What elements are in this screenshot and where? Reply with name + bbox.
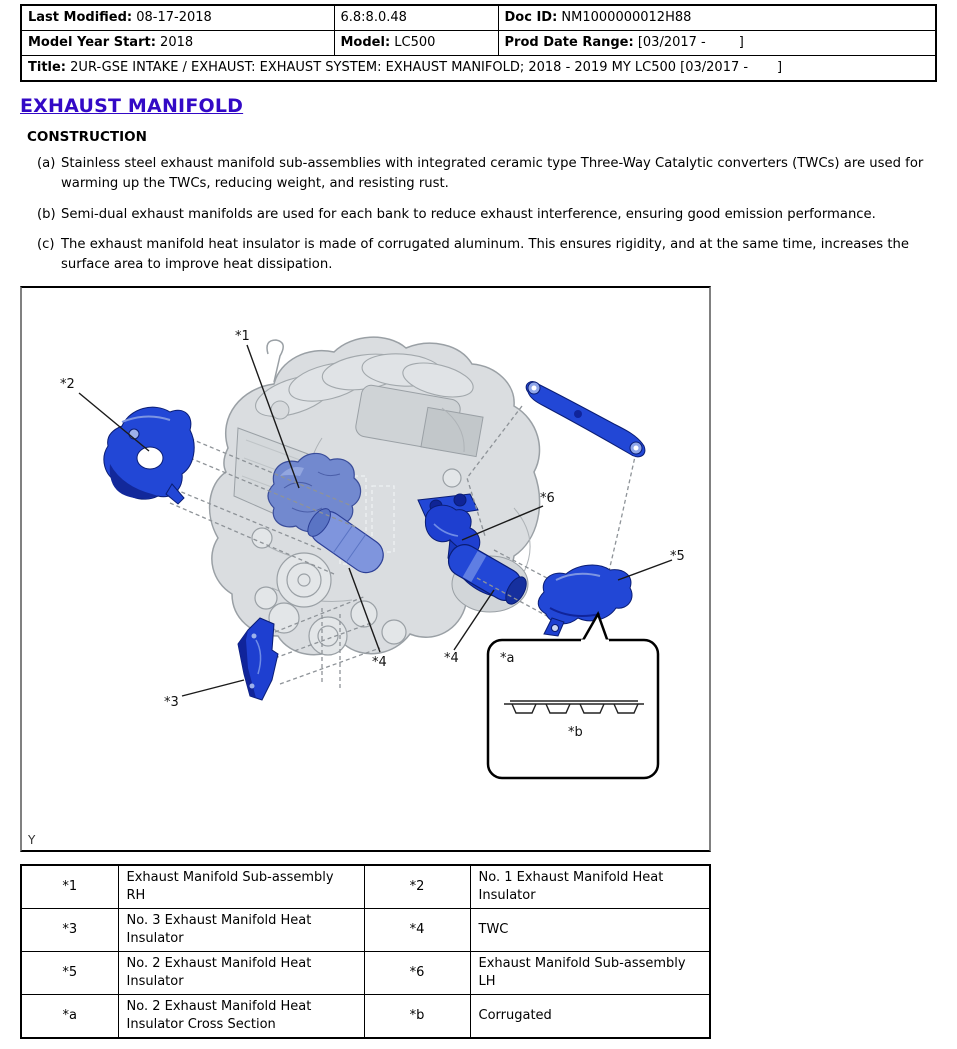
- part-insulator-strap: [526, 382, 645, 457]
- callout-1: *1: [235, 328, 250, 344]
- meta-row-1: [21, 5, 936, 31]
- callout-6: *6: [540, 490, 555, 506]
- item-marker: (c): [37, 237, 55, 253]
- page-title[interactable]: EXHAUST MANIFOLD: [20, 95, 244, 117]
- title-label: Title:: [28, 60, 67, 75]
- legend-value: Corrugated: [470, 995, 710, 1039]
- meta-model-year: [21, 31, 334, 56]
- item-marker: (b): [37, 206, 56, 222]
- section-construction-heading: CONSTRUCTION: [27, 129, 147, 145]
- construction-item-c: [37, 235, 937, 275]
- legend-row: [21, 909, 710, 952]
- item-text: The exhaust manifold heat insulator is made of corrugated aluminum. This ensures rigidity, and at the same time, increases the surface area to improve heat dissipation.: [61, 237, 909, 273]
- prod-date-label: Prod Date Range:: [504, 35, 634, 50]
- callout-2: *2: [60, 376, 75, 392]
- construction-item-b: [37, 205, 937, 225]
- meta-model: [334, 31, 498, 56]
- engine-illustration: [210, 337, 540, 655]
- legend-key: *3: [21, 909, 118, 952]
- legend-key: *a: [21, 995, 118, 1039]
- legend-table: [20, 864, 711, 1039]
- figure-exhaust-manifold: [20, 286, 711, 852]
- legend-value: No. 2 Exhaust Manifold Heat Insulator: [118, 952, 364, 995]
- model-year-label: Model Year Start:: [28, 35, 156, 50]
- legend-key: *b: [364, 995, 470, 1039]
- meta-row-2: [21, 31, 936, 56]
- meta-row-3: [21, 56, 936, 82]
- last-modified-label: Last Modified:: [28, 10, 133, 25]
- legend-value: No. 1 Exhaust Manifold Heat Insulator: [470, 865, 710, 909]
- part-no3-heat-insulator: [238, 618, 278, 700]
- legend-key: *4: [364, 909, 470, 952]
- item-text: Stainless steel exhaust manifold sub-assemblies with integrated ceramic type Three-Way Catalytic converters (TWCs) are used for warming up the TWCs, reducing weight, and resisting rust.: [61, 156, 924, 191]
- exhaust-manifold-diagram: [22, 288, 709, 850]
- meta-doc-id: [498, 5, 936, 31]
- legend-value: TWC: [470, 909, 710, 952]
- legend-value: Exhaust Manifold Sub-assembly LH: [470, 952, 710, 995]
- item-marker: (a): [37, 156, 56, 171]
- legend-row: [21, 952, 710, 995]
- figure-corner-mark: Y: [28, 832, 36, 847]
- callout-4-left: *4: [372, 654, 387, 670]
- meta-last-modified: [21, 5, 334, 31]
- legend-key: *6: [364, 952, 470, 995]
- cross-section-inset: [488, 614, 658, 778]
- version-value: 6.8:8.0.48: [340, 10, 407, 25]
- doc-id-label: Doc ID:: [504, 10, 558, 25]
- title-value: 2UR-GSE INTAKE / EXHAUST: EXHAUST SYSTEM: EXHAUST MANIFOLD; 2018 - 2019 MY LC500 [03/2017 - ]: [70, 60, 783, 75]
- meta-prod-date: [498, 31, 936, 56]
- legend-key: *1: [21, 865, 118, 909]
- callout-4-right: *4: [444, 650, 459, 666]
- model-label: Model:: [340, 35, 391, 50]
- part-no2-heat-insulator: [538, 565, 632, 636]
- legend-key: *2: [364, 865, 470, 909]
- meta-title: [21, 56, 936, 82]
- doc-id-value: NM1000000012H88: [561, 10, 692, 25]
- construction-item-a: [37, 154, 937, 194]
- legend-value: Exhaust Manifold Sub-assembly RH: [118, 865, 364, 909]
- legend-value: No. 2 Exhaust Manifold Heat Insulator Cross Section: [118, 995, 364, 1039]
- doc-meta-table: [20, 4, 937, 82]
- callout-3: *3: [164, 694, 179, 710]
- prod-date-value: [03/2017 - ]: [637, 35, 744, 50]
- callout-5: *5: [670, 548, 685, 564]
- model-year-value: 2018: [160, 35, 194, 50]
- callout-b: *b: [568, 724, 583, 740]
- meta-version: [334, 5, 498, 31]
- legend-row: [21, 995, 710, 1039]
- part-no1-heat-insulator: [104, 407, 194, 504]
- legend-row: [21, 865, 710, 909]
- legend-key: *5: [21, 952, 118, 995]
- last-modified-value: 08-17-2018: [136, 10, 212, 25]
- legend-value: No. 3 Exhaust Manifold Heat Insulator: [118, 909, 364, 952]
- item-text: Semi-dual exhaust manifolds are used for each bank to reduce exhaust interference, ensuring good emission performance.: [61, 206, 876, 222]
- model-value: LC500: [394, 35, 436, 50]
- callout-a: *a: [500, 650, 515, 666]
